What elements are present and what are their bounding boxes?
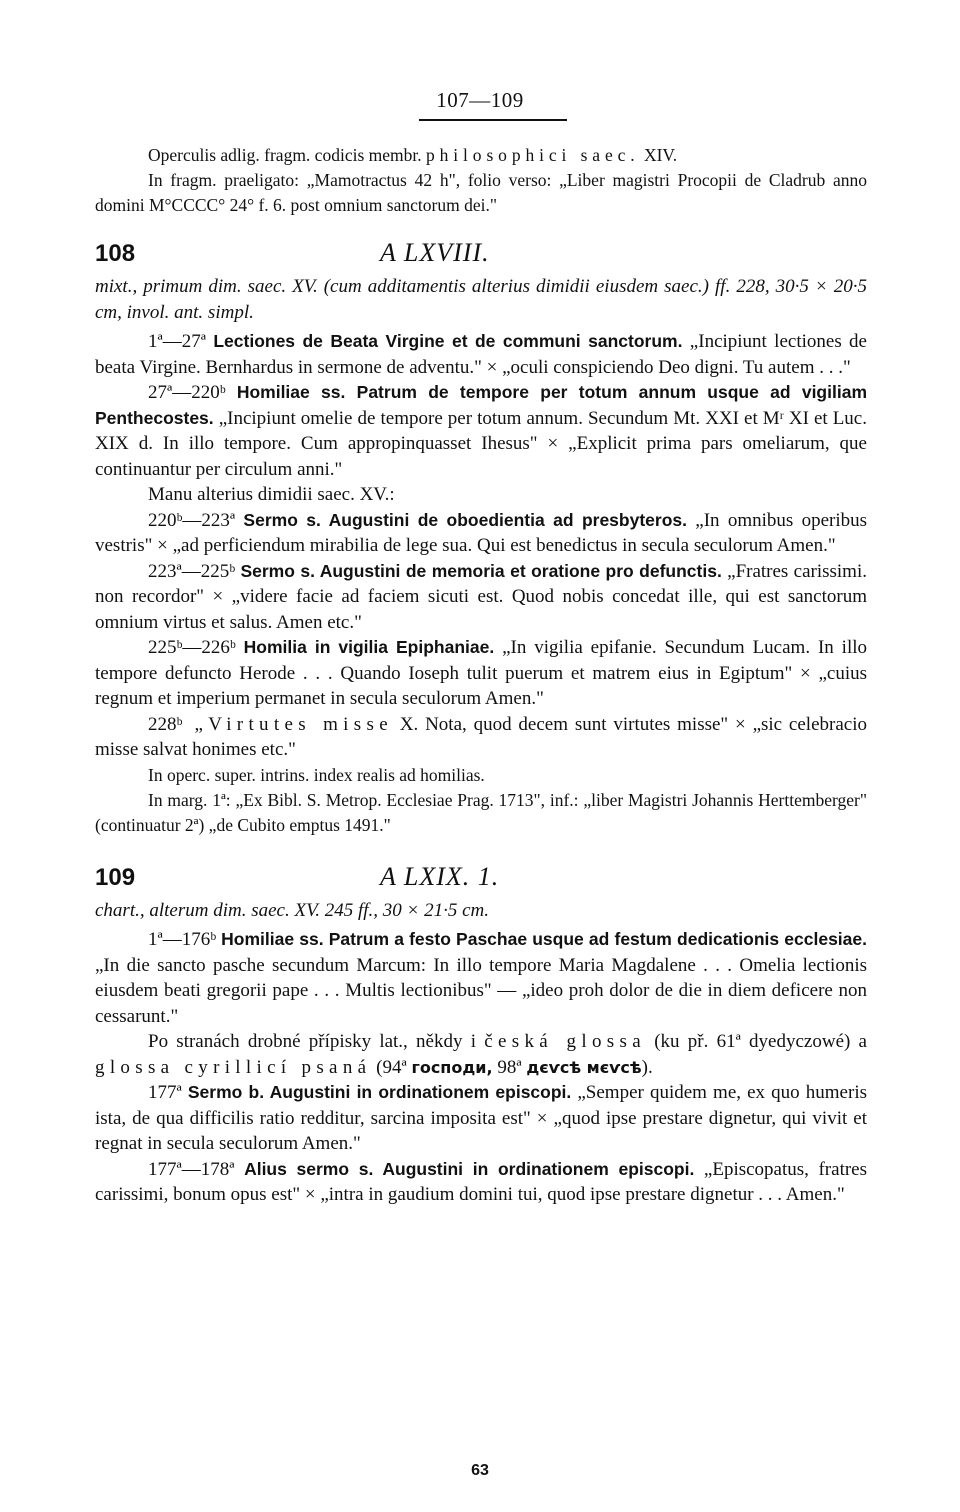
entry-number: 108: [95, 240, 136, 267]
item-title: Sermo s. Augustini de memoria et oratione pro defunctis.: [240, 560, 722, 581]
entry-description: mixt., primum dim. saec. XV. (cum additamentis alterius dimidii eiusdem saec.) ff. 228, 30·5 × 20·5 cm, invol. ant. simpl.: [95, 276, 867, 323]
folio-ref: 177ª—178ª: [148, 1158, 235, 1180]
item-text: „Fratres carissimi. non recordor" × „videre facie ad faciem sicuti est. Quod nobis concedat ille, qui est sanctorum omnium virtus et salus. Amen etc.": [95, 560, 867, 633]
glossa-text: Po stranách drobné přípisky lat., někdy i: [148, 1031, 485, 1052]
glossa-paragraph: [95, 1029, 867, 1080]
entry-description: chart., alterum dim. saec. XV. 245 ff., 30 × 21·5 cm.: [95, 899, 490, 921]
glossa-text: (ku př. 61ª dyedyczowé) a: [645, 1031, 867, 1052]
page-number: 63: [471, 1462, 489, 1479]
folio-ref: 27ª—220ᵇ: [148, 382, 226, 403]
folio-ref: 1ª—176ᵇ: [148, 929, 217, 950]
hand-note: Manu alterius dimidii saec. XV.:: [148, 484, 395, 505]
glossa-text: 98ª: [492, 1056, 527, 1078]
page-body: [95, 143, 867, 1208]
item-text: „In vigilia epifanie. Secundum Lucam. In illo tempore defuncto Herode . . . Quando Ioseph tulit puerum et matrem eius in Egiptum" × „cuius regnum et imperium permanet in secula seculorum Amen.": [95, 637, 868, 709]
folio-ref: 225ᵇ—226ᵇ: [148, 637, 236, 658]
item-paragraph: [95, 1080, 867, 1157]
item-title: Homilia in vigilia Epiphaniae.: [243, 637, 495, 657]
item-title: Homiliae ss. Patrum a festo Paschae usque ad festum dedicationis ecclesiae.: [221, 929, 867, 949]
folio-ref: 228ᵇ: [148, 713, 183, 735]
item-paragraph: [95, 712, 867, 763]
glossa-spaced: glossa cyrillicí psaná: [95, 1056, 372, 1078]
entry-heading: [95, 238, 867, 274]
item-text: „In die sancto pasche secundum Marcum: In illo tempore Maria Magdalene . . . Omelia lectionis eiusdem beati gregorii pape . . . Multis lectionibus" — „ideo proh dolor de die in diem deficere non cessarunt.": [95, 954, 867, 1027]
entry-signature: A LXVIII.: [380, 238, 490, 267]
folio-ref: 1ª—27ª: [148, 331, 206, 352]
glossa-spaced: česká glossa: [484, 1031, 646, 1052]
note-paragraph: In marg. 1ª: „Ex Bibl. S. Metrop. Ecclesiae Prag. 1713", inf.: „liber Magistri Johannis Herttemberger" (continuatur 2ª) „de Cubito emptus 1491.": [95, 789, 867, 835]
intro-paragraph: [95, 143, 867, 168]
note-paragraph: In operc. super. intrins. index realis ad homilias.: [148, 764, 485, 785]
cyrillic-text: дєѵсѣ мєѵсѣ: [526, 1057, 642, 1077]
running-header: 107—109: [436, 88, 524, 112]
item-title: Homiliae ss. Patrum de tempore per totum annum usque ad vigiliam Penthecostes.: [95, 382, 868, 428]
item-paragraph: [95, 1157, 867, 1208]
item-title: Sermo b. Augustini in ordinationem episcopi.: [187, 1082, 572, 1102]
intro-paragraph: In fragm. praeligato: „Mamotractus 42 h", folio verso: „Liber magistri Procopii de Cladrub anno domini M°CCCC° 24° f. 6. post omnium sanctorum dei.": [95, 170, 867, 215]
item-paragraph: [95, 508, 867, 559]
item-text: X. Nota, quod decem sunt virtutes misse" × „sic celebracio misse salvat honimes etc.": [95, 713, 867, 760]
item-paragraph: [95, 380, 867, 482]
item-text: „Semper quidem me, ex quo humeris ista, de qua difficilis ratio redditur, sarcina imposita est" × „quod ipse prestare dignetur, qui vivit et regnat in secula seculorum Amen.": [95, 1082, 867, 1154]
folio-ref: 220ᵇ—223ª: [148, 509, 236, 531]
item-text: „Incipiunt lectiones de beata Virgine. Bernhardus in sermone de adventu." × „oculi conspiciendo Deo digni. Tu autem . . .": [95, 331, 867, 378]
cyrillic-text: господи,: [411, 1057, 493, 1077]
entry-heading: [95, 862, 867, 898]
item-paragraph: [95, 927, 867, 1029]
intro-spaced: philosophici saec.: [425, 145, 640, 165]
glossa-text: (94ª: [371, 1056, 412, 1078]
item-title: Lectiones de Beata Virgine et de communi sanctorum.: [213, 331, 683, 351]
intro-text: XIV.: [639, 145, 678, 165]
intro-text: Operculis adlig. fragm. codicis membr.: [148, 145, 426, 165]
item-text: „In omnibus operibus vestris" × „ad perficiendum mirabilia de lege sua. Qui est benedictus in secula seculorum Amen.": [95, 509, 868, 556]
folio-ref: 177ª: [148, 1082, 182, 1103]
item-title: Alius sermo s. Augustini in ordinationem episcopi.: [244, 1158, 695, 1179]
header-rule: [419, 119, 567, 121]
item-spaced-text: „Virtutes misse: [182, 713, 393, 735]
item-paragraph: [95, 329, 867, 380]
item-text: „Incipiunt omelie de tempore per totum annum. Secundum Mt. XXI et Mʳ XI et Luc. XIX d. In illo tempore. Cum appropinquasset Ihesus" × „Explicit prima pars omeliarum, que continuantur per circulum anni.": [95, 407, 867, 480]
folio-ref: 223ª—225ᵇ: [148, 560, 236, 582]
entry-signature: A LXIX. 1.: [380, 861, 500, 891]
entry-number: 109: [95, 863, 136, 891]
item-title: Sermo s. Augustini de oboedientia ad presbyteros.: [243, 509, 687, 530]
item-text: „Episcopatus, fratres carissimi, bonum opus est" × „intra in gaudium domini tui, quod ipse prestare dignetur . . . Amen.": [95, 1158, 868, 1205]
glossa-text: ).: [641, 1056, 653, 1078]
item-paragraph: [95, 559, 867, 636]
item-paragraph: [95, 635, 867, 712]
